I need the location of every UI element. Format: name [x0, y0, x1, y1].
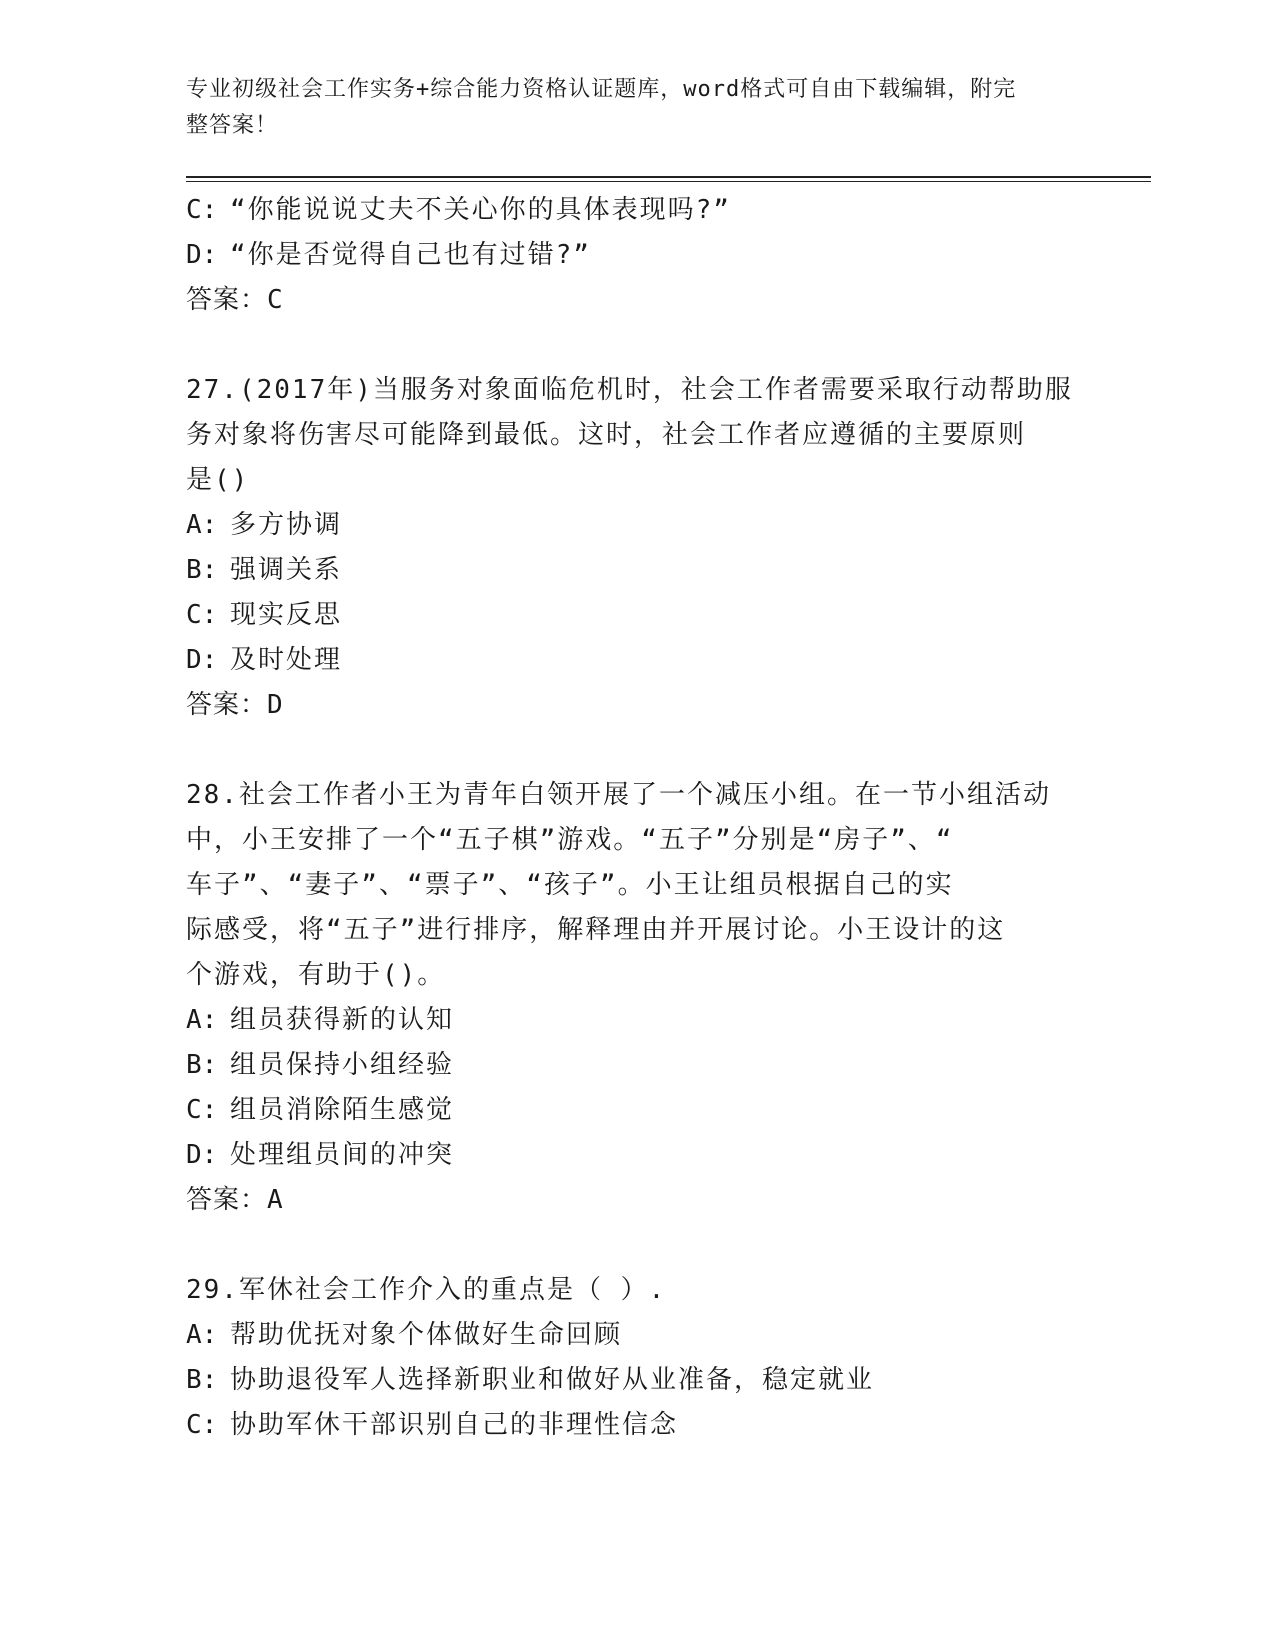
option-letter: D:: [186, 1140, 218, 1170]
answer-line: [186, 1178, 1086, 1223]
option-b: [186, 548, 1086, 593]
answer-value: C: [267, 285, 284, 315]
question-stem-line: 27.(2017年)当服务对象面临危机时，社会工作者需要采取行动帮助服: [186, 375, 1073, 405]
answer-value: A: [267, 1185, 284, 1215]
header-line: 专业初级社会工作实务+综合能力资格认证题库，word格式可自由下载编辑，附完: [186, 77, 1017, 102]
option-letter: D:: [186, 240, 218, 270]
question-stem-line: 中，小王安排了一个“五子棋”游戏。“五子”分别是“房子”、“: [186, 825, 954, 855]
option-letter: B:: [186, 1050, 218, 1080]
question-list: [186, 188, 1086, 1448]
answer-label: 答案：: [186, 690, 268, 720]
answer-line: [186, 278, 1086, 323]
option-a: [186, 1313, 1086, 1358]
question-continuation: [186, 188, 1086, 323]
option-letter: A:: [186, 510, 218, 540]
question-stem-line: 是(): [186, 465, 250, 495]
option-text: 协助退役军人选择新职业和做好从业准备，稳定就业: [230, 1365, 875, 1395]
option-letter: C:: [186, 195, 218, 225]
option-letter: C:: [186, 600, 218, 630]
option-text: 及时处理: [230, 645, 343, 675]
question-stem-line: 际感受，将“五子”进行排序，解释理由并开展讨论。小王设计的这: [186, 915, 1006, 945]
header-rule-thick: [186, 176, 1151, 178]
question-stem-line: 28.社会工作者小王为青年白领开展了一个减压小组。在一节小组活动: [186, 780, 1051, 810]
option-text: 多方协调: [230, 510, 343, 540]
option-letter: B:: [186, 1365, 218, 1395]
option-d: [186, 638, 1086, 683]
answer-label: 答案：: [186, 285, 268, 315]
option-text: 现实反思: [230, 600, 343, 630]
option-letter: A:: [186, 1320, 218, 1350]
option-text: “你能说说丈夫不关心你的具体表现吗?”: [230, 195, 731, 225]
option-text: 组员获得新的认知: [230, 1005, 455, 1035]
option-d: [186, 1133, 1086, 1178]
page-header: [186, 72, 1076, 144]
option-text: 处理组员间的冲突: [230, 1140, 455, 1170]
question-stem-line: 务对象将伤害尽可能降到最低。这时，社会工作者应遵循的主要原则: [186, 420, 1027, 450]
option-text: 帮助优抚对象个体做好生命回顾: [230, 1320, 623, 1350]
option-c: [186, 1403, 1086, 1448]
option-a: [186, 503, 1086, 548]
option-b: [186, 1043, 1086, 1088]
option-text: 组员消除陌生感觉: [230, 1095, 455, 1125]
question-29: [186, 1268, 1086, 1448]
question-stem-line: 个游戏，有助于()。: [186, 960, 446, 990]
question-stem-line: 29.军休社会工作介入的重点是（ ）.: [186, 1275, 667, 1305]
option-text: “你是否觉得自己也有过错?”: [230, 240, 591, 270]
question-27: [186, 368, 1086, 728]
option-a: [186, 998, 1086, 1043]
option-c: [186, 1088, 1086, 1133]
question-28: [186, 773, 1086, 1223]
header-rule-thin: [186, 181, 1151, 182]
option-c: [186, 188, 1086, 233]
option-d: [186, 233, 1086, 278]
answer-line: [186, 683, 1086, 728]
option-letter: B:: [186, 555, 218, 585]
question-stem-line: 车子”、“妻子”、“票子”、“孩子”。小王让组员根据自己的实: [186, 870, 954, 900]
header-line: 整答案！: [186, 113, 279, 138]
option-letter: C:: [186, 1410, 218, 1440]
option-letter: D:: [186, 645, 218, 675]
answer-value: D: [267, 690, 284, 720]
option-text: 组员保持小组经验: [230, 1050, 455, 1080]
option-letter: A:: [186, 1005, 218, 1035]
option-letter: C:: [186, 1095, 218, 1125]
answer-label: 答案：: [186, 1185, 268, 1215]
option-b: [186, 1358, 1086, 1403]
option-text: 强调关系: [230, 555, 343, 585]
option-text: 协助军休干部识别自己的非理性信念: [230, 1410, 679, 1440]
option-c: [186, 593, 1086, 638]
